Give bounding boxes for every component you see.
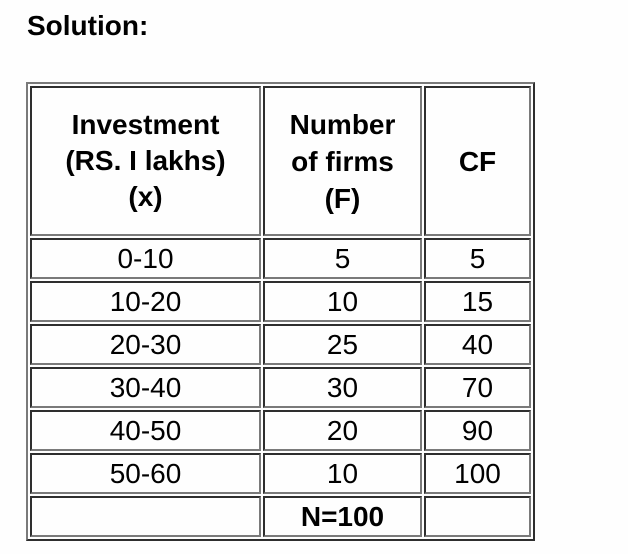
cell-cf: 90: [424, 410, 531, 451]
cell-firms: 25: [263, 324, 422, 365]
header-investment-line-3: (x): [128, 181, 163, 212]
header-cf: CF: [424, 86, 531, 236]
table-header-row: [30, 86, 531, 236]
cell-investment: 10-20: [30, 281, 261, 322]
table-row: [30, 367, 531, 408]
header-firms-line-2: of firms: [291, 145, 394, 177]
cell-firms: 5: [263, 238, 422, 279]
cell-cf: 40: [424, 324, 531, 365]
header-investment-line-1: Investment: [71, 109, 220, 140]
cell-cf: 70: [424, 367, 531, 408]
cell-investment: 50-60: [30, 453, 261, 494]
solution-heading: Solution:: [27, 10, 149, 41]
cell-investment: 40-50: [30, 410, 261, 451]
header-number-of-firms: [263, 86, 422, 236]
cell-firms: 30: [263, 367, 422, 408]
cell-investment: 20-30: [30, 324, 261, 365]
cell-investment: 0-10: [30, 238, 261, 279]
cell-firms: 20: [263, 410, 422, 451]
table-row: [30, 453, 531, 494]
header-firms-line-3: (F): [324, 182, 361, 214]
table-row: [30, 281, 531, 322]
header-investment-line-2: (RS. I lakhs): [65, 145, 226, 176]
table-row: [30, 238, 531, 279]
cell-investment: 30-40: [30, 367, 261, 408]
cell-cf: 100: [424, 453, 531, 494]
header-firms-line-1: Number: [289, 108, 396, 140]
cell-total-empty: [30, 496, 261, 537]
header-investment: [30, 86, 261, 236]
cell-total-empty-cf: [424, 496, 531, 537]
cell-cf: 15: [424, 281, 531, 322]
cell-total-n: N=100: [263, 496, 422, 537]
table-row: [30, 324, 531, 365]
cell-firms: 10: [263, 453, 422, 494]
cell-firms: 10: [263, 281, 422, 322]
cell-cf: 5: [424, 238, 531, 279]
table-row: [30, 410, 531, 451]
frequency-table: [26, 82, 535, 541]
table-total-row: [30, 496, 531, 537]
